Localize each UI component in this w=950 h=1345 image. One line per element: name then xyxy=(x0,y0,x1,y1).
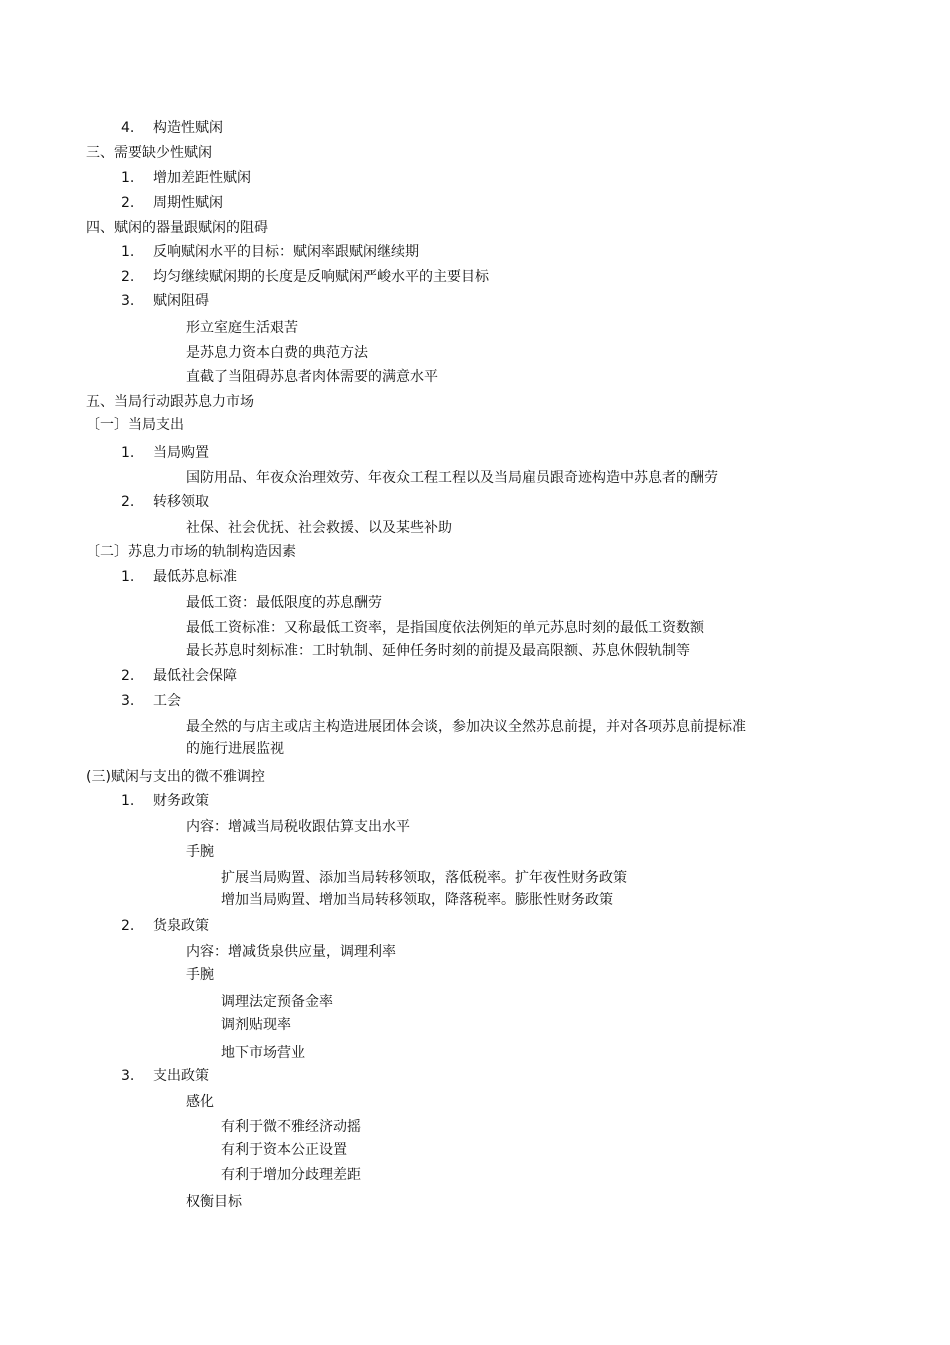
detail-line: 是苏息力资本白费的典范方法 xyxy=(186,345,368,361)
section-heading: 三、需要缺少性赋闲 xyxy=(86,145,212,161)
list-number: 2. xyxy=(121,269,135,285)
section-heading: 〔二〕苏息力市场的轨制构造因素 xyxy=(86,544,296,560)
detail-line: 最低工资：最低限度的苏息酬劳 xyxy=(186,595,382,611)
sub-detail-line: 有利于微不雅经济动摇 xyxy=(221,1119,361,1135)
sub-detail-line: 调剂贴现率 xyxy=(221,1017,291,1033)
detail-line: 内容：增减货泉供应量，调理利率 xyxy=(186,944,396,960)
sub-detail-line: 地下市场营业 xyxy=(221,1045,305,1061)
sub-detail-line: 增加当局购置、增加当局转移领取，降落税率。膨胀性财务政策 xyxy=(221,892,613,908)
sub-detail-line: 有利于增加分歧理差距 xyxy=(221,1167,361,1183)
list-item-text: 均匀继续赋闲期的长度是反响赋闲严峻水平的主要目标 xyxy=(153,269,489,285)
list-item-text: 反响赋闲水平的目标：赋闲率跟赋闲继续期 xyxy=(153,244,419,260)
list-number: 2. xyxy=(121,195,135,211)
list-number: 1. xyxy=(121,244,135,260)
list-number: 3. xyxy=(121,293,135,309)
list-number: 1. xyxy=(121,569,135,585)
detail-line: 国防用品、年夜众治理效劳、年夜众工程工程以及当局雇员跟奇迹构造中苏息者的酬劳 xyxy=(186,470,718,486)
list-number: 1. xyxy=(121,170,135,186)
detail-line: 社保、社会优抚、社会救援、以及某些补助 xyxy=(186,520,452,536)
sub-detail-line: 扩展当局购置、添加当局转移领取，落低税率。扩年夜性财务政策 xyxy=(221,870,627,886)
list-item-text: 构造性赋闲 xyxy=(153,120,223,136)
section-heading: 四、赋闲的器量跟赋闲的阻碍 xyxy=(86,220,268,236)
list-number: 4. xyxy=(121,120,135,136)
detail-line: 手腕 xyxy=(186,967,214,983)
detail-line: 最低工资标准：又称最低工资率，是指国度依法例矩的单元苏息时刻的最低工资数额 xyxy=(186,620,704,636)
list-number: 1. xyxy=(121,445,135,461)
section-heading: (三)赋闲与支出的微不雅调控 xyxy=(86,769,265,785)
list-number: 1. xyxy=(121,793,135,809)
sub-detail-line: 调理法定预备金率 xyxy=(221,994,333,1010)
list-number: 3. xyxy=(121,1068,135,1084)
detail-line: 感化 xyxy=(186,1094,214,1110)
sub-detail-line: 有利于资本公正设置 xyxy=(221,1142,347,1158)
list-item-text: 货泉政策 xyxy=(153,918,209,934)
list-number: 3. xyxy=(121,693,135,709)
section-heading: 五、当局行动跟苏息力市场 xyxy=(86,394,254,410)
list-item-text: 支出政策 xyxy=(153,1068,209,1084)
detail-line: 最长苏息时刻标准：工时轨制、延伸任务时刻的前提及最高限额、苏息休假轨制等 xyxy=(186,643,690,659)
list-number: 2. xyxy=(121,918,135,934)
list-number: 2. xyxy=(121,668,135,684)
detail-line: 直截了当阻碍苏息者肉体需要的满意水平 xyxy=(186,369,438,385)
detail-line: 形立室庭生活艰苦 xyxy=(186,320,298,336)
list-number: 2. xyxy=(121,494,135,510)
list-item-text: 最低苏息标准 xyxy=(153,569,237,585)
detail-line: 内容：增减当局税收跟估算支出水平 xyxy=(186,819,410,835)
list-item-text: 周期性赋闲 xyxy=(153,195,223,211)
detail-line: 手腕 xyxy=(186,844,214,860)
detail-line: 最全然的与店主或店主构造进展团体会谈，参加决议全然苏息前提，并对各项苏息前提标准 xyxy=(186,719,746,735)
list-item-text: 最低社会保障 xyxy=(153,668,237,684)
section-heading: 〔一〕当局支出 xyxy=(86,417,184,433)
list-item-text: 当局购置 xyxy=(153,445,209,461)
list-item-text: 转移领取 xyxy=(153,494,209,510)
detail-line: 的施行进展监视 xyxy=(186,741,284,757)
detail-line: 权衡目标 xyxy=(186,1194,242,1210)
list-item-text: 工会 xyxy=(153,693,181,709)
list-item-text: 增加差距性赋闲 xyxy=(153,170,251,186)
list-item-text: 财务政策 xyxy=(153,793,209,809)
list-item-text: 赋闲阻碍 xyxy=(153,293,209,309)
